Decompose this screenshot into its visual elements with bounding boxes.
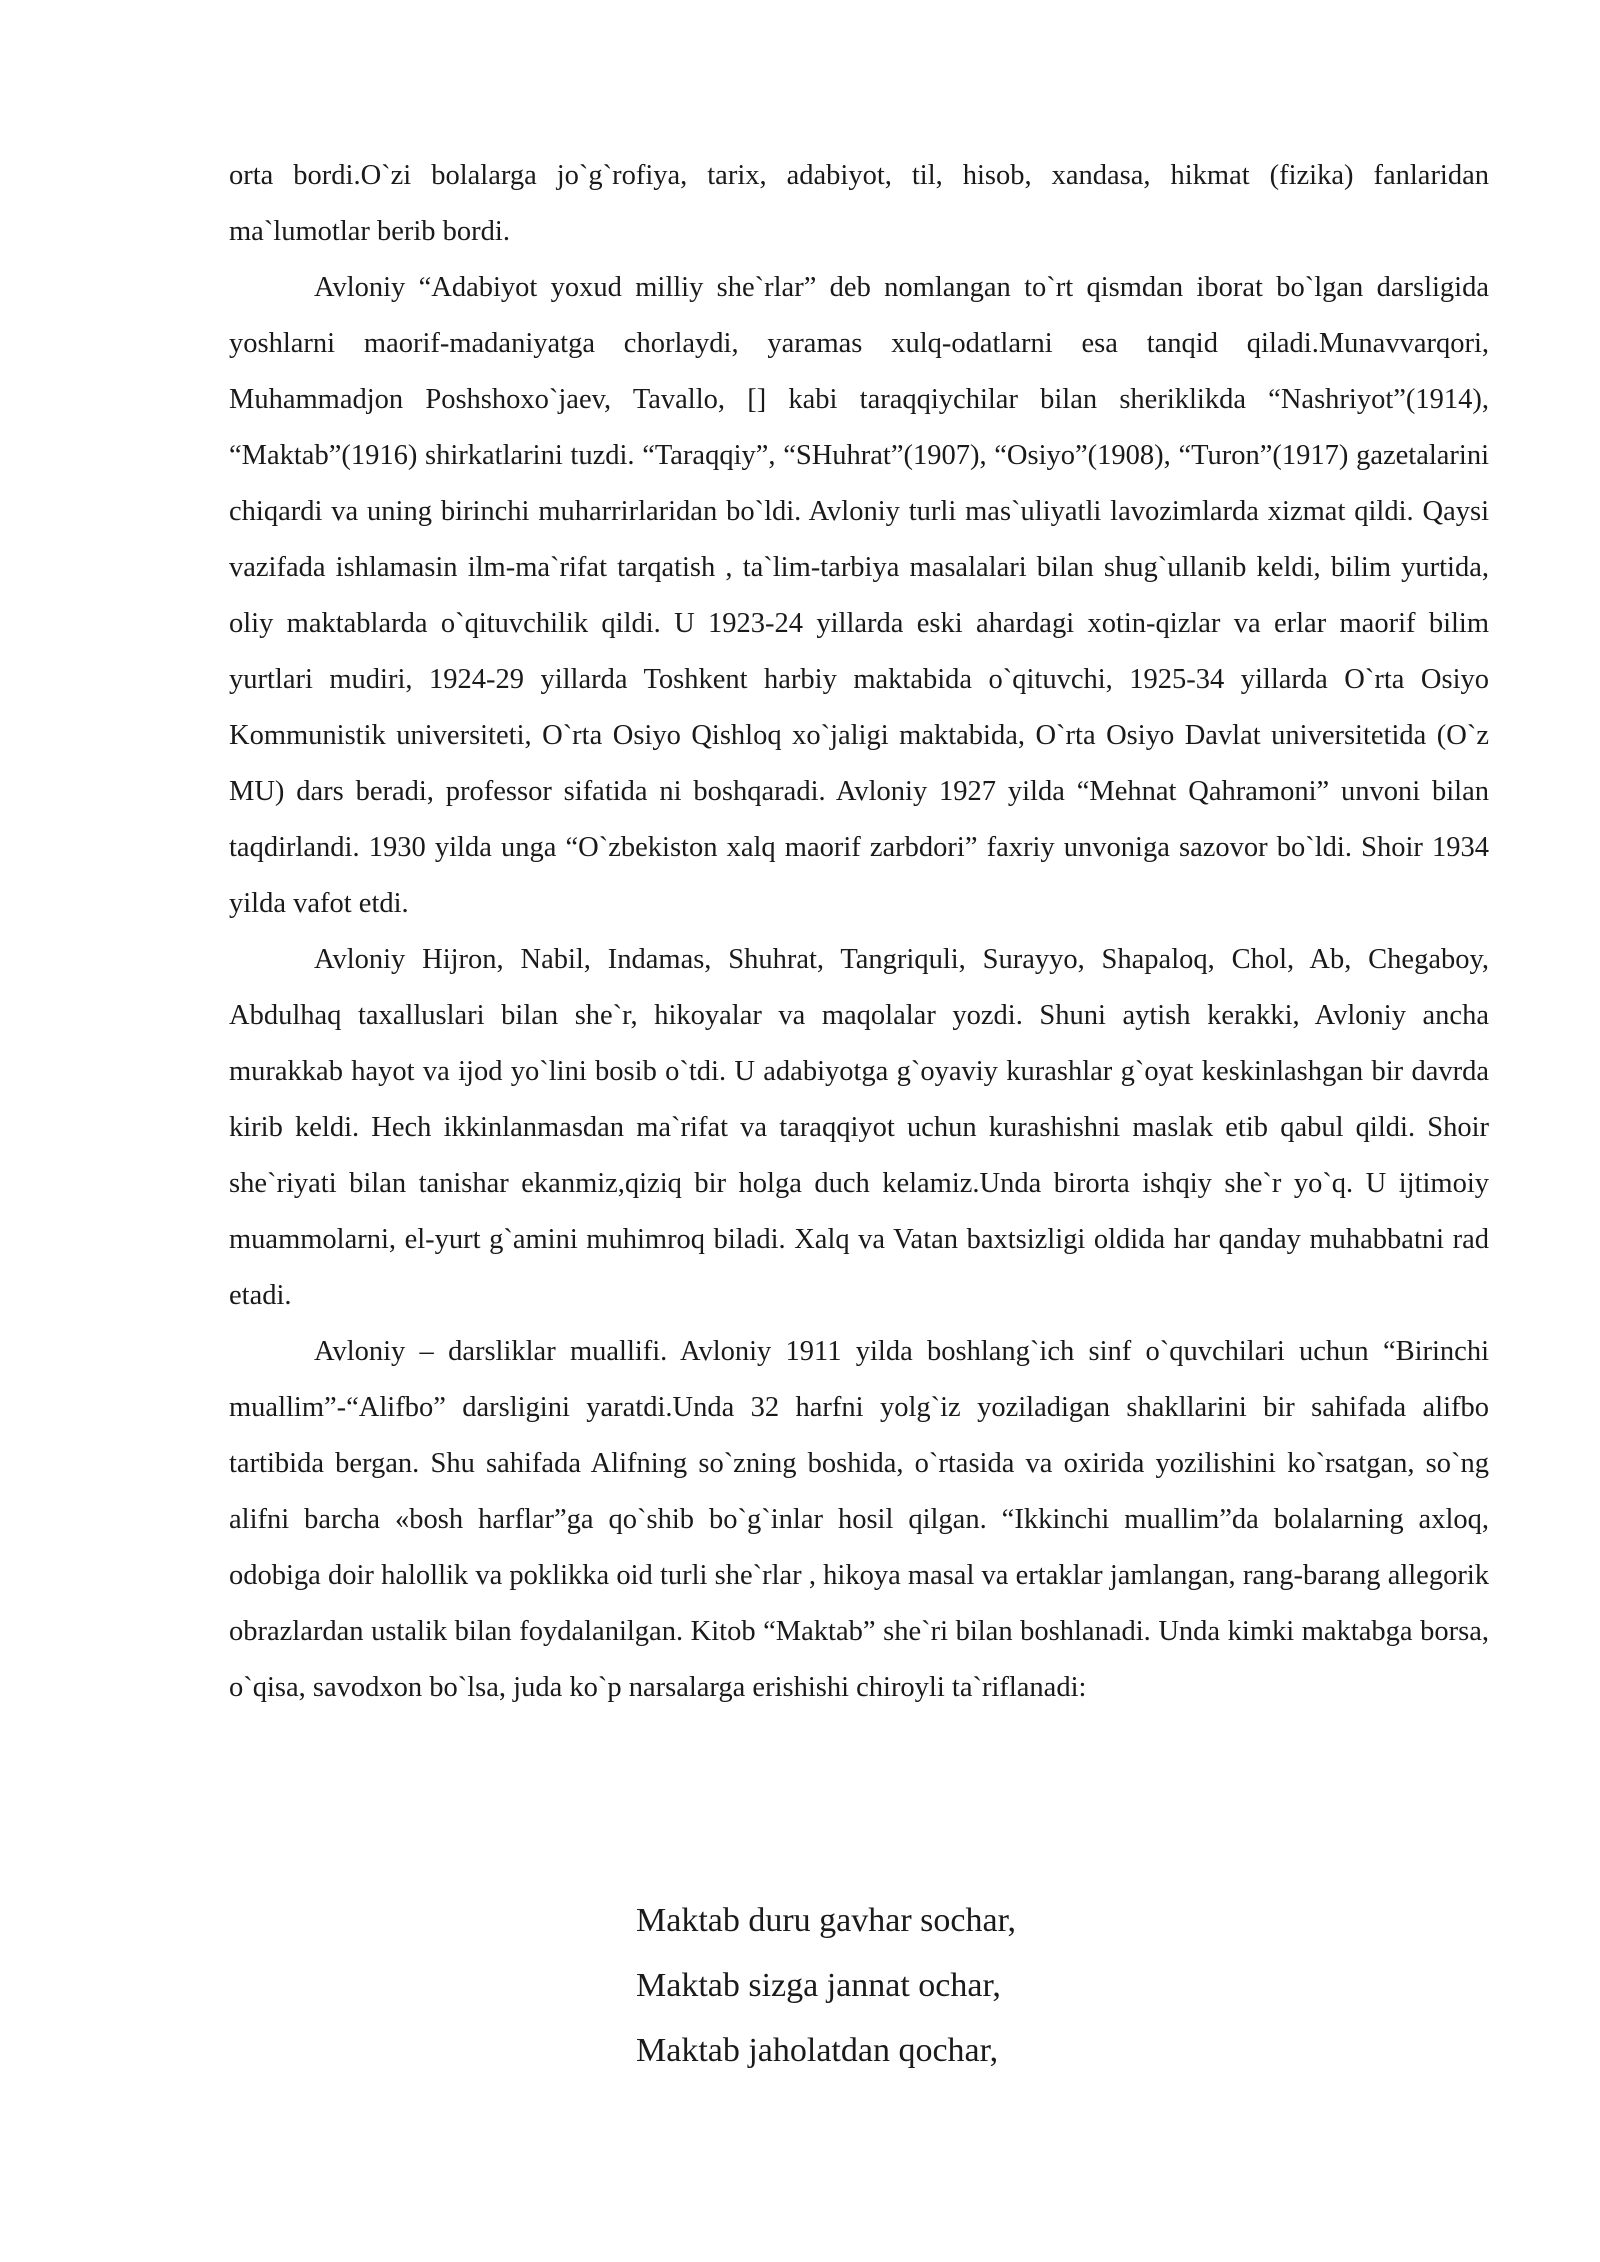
- poem-line-1: Maktab duru gavhar sochar,: [636, 1902, 1017, 1939]
- paragraph-3: Avloniy Hijron, Nabil, Indamas, Shuhrat, Tangriquli, Surayyo, Shapaloq, Chol, Ab, Chegaboy, Abdulhaq taxalluslari bilan she`r, hikoyalar va maqolalar yozdi. Shuni aytish kerakki, Avloniy ancha murakkab hayot va ijod yo`lini bosib o`tdi. U adabiyotga g`oyaviy kurashlar g`oyat keskinlashgan bir davrda kirib keldi. Hech ikkinlanmasdan ma`rifat va taraqqiyot uchun kurashishni maslak etib qabul qildi. Shoir she`riyati bilan tanishar ekanmiz,qiziq bir holga duch kelamiz.Unda birorta ishqiy she`r yo`q. U ijtimoiy muammolarni, el-yurt g`amini muhimroq biladi. Xalq va Vatan baxtsizligi oldida har qanday muhabbatni rad etadi.: [229, 944, 1489, 1311]
- poem-line-3: Maktab jaholatdan qochar,: [636, 2032, 999, 2069]
- paragraph-1: orta bordi.O`zi bolalarga jo`g`rofiya, tarix, adabiyot, til, hisob, xandasa, hikmat (fizika) fanlaridan ma`lumotlar berib bordi.: [229, 160, 1489, 247]
- poem-line-2: Maktab sizga jannat ochar,: [636, 1967, 1001, 2004]
- paragraph-4: Avloniy – darsliklar muallifi. Avloniy 1911 yilda boshlang`ich sinf o`quvchilari uchun “Birinchi muallim”-“Alifbo” darsligini yaratdi.Unda 32 harfni yolg`iz yoziladigan shakllarini bir sahifada alifbo tartibida bergan. Shu sahifada Alifning so`zning boshida, o`rtasida va oxirida yozilishini ko`rsatgan, so`ng alifni barcha «bosh harflar”ga qo`shib bo`g`inlar hosil qilgan. “Ikkinchi muallim”da bolalarning axloq, odobiga doir halollik va poklikka oid turli she`rlar , hikoya masal va ertaklar jamlangan, rang-barang allegorik obrazlardan ustalik bilan foydalanilgan. Kitob “Maktab” she`ri bilan boshlanadi. Unda kimki maktabga borsa, o`qisa, savodxon bo`lsa, juda ko`p narsalarga erishishi chiroyli ta`riflanadi:: [229, 1336, 1489, 1703]
- body-text: [229, 148, 1489, 1716]
- poem-quote: [636, 1888, 1016, 2083]
- paragraph-2: Avloniy “Adabiyot yoxud milliy she`rlar” deb nomlangan to`rt qismdan iborat bo`lgan darsligida yoshlarni maorif-madaniyatga chorlaydi, yaramas xulq-odatlarni esa tanqid qiladi.Munavvarqori, Muhammadjon Poshshoxo`jaev, Tavallo, [] kabi taraqqiychilar bilan sheriklikda “Nashriyot”(1914), “Maktab”(1916) shirkatlarini tuzdi. “Taraqqiy”, “SHuhrat”(1907), “Osiyo”(1908), “Turon”(1917) gazetalarini chiqardi va uning birinchi muharrirlaridan bo`ldi. Avloniy turli mas`uliyatli lavozimlarda xizmat qildi. Qaysi vazifada ishlamasin ilm-ma`rifat tarqatish , ta`lim-tarbiya masalalari bilan shug`ullanib keldi, bilim yurtida, oliy maktablarda o`qituvchilik qildi. U 1923-24 yillarda eski ahardagi xotin-qizlar va erlar maorif bilim yurtlari mudiri, 1924-29 yillarda Toshkent harbiy maktabida o`qituvchi, 1925-34 yillarda O`rta Osiyo Kommunistik universiteti, O`rta Osiyo Qishloq xo`jaligi maktabida, O`rta Osiyo Davlat universitetida (O`z MU) dars beradi, professor sifatida ni boshqaradi. Avloniy 1927 yilda “Mehnat Qahramoni” unvoni bilan taqdirlandi. 1930 yilda unga “O`zbekiston xalq maorif zarbdori” faxriy unvoniga sazovor bo`ldi. Shoir 1934 yilda vafot etdi.: [229, 272, 1489, 919]
